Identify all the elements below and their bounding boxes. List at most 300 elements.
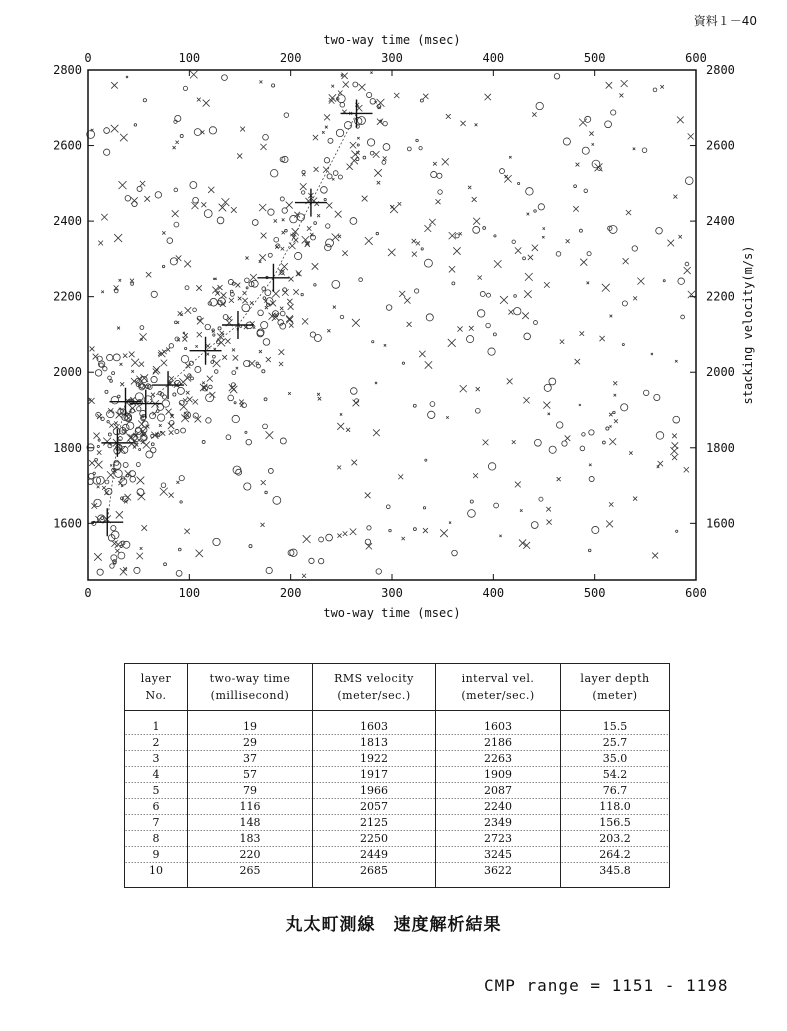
semblance-cross	[460, 121, 465, 126]
semblance-circle	[282, 208, 287, 213]
semblance-cross	[499, 535, 501, 537]
cell-two-way-time: 183	[188, 831, 313, 847]
semblance-cross	[190, 71, 198, 79]
semblance-circle	[179, 476, 184, 481]
semblance-circle	[252, 220, 258, 226]
semblance-cross	[544, 282, 550, 288]
semblance-cross	[543, 227, 545, 229]
semblance-circle	[180, 501, 182, 503]
semblance-circle	[477, 310, 484, 317]
semblance-circle	[120, 545, 122, 547]
semblance-cross	[137, 439, 140, 442]
cell-two-way-time: 148	[188, 815, 313, 831]
semblance-circle	[414, 289, 418, 293]
semblance-circle	[314, 334, 321, 341]
semblance-circle	[353, 82, 358, 87]
semblance-cross	[286, 202, 293, 209]
semblance-cross	[90, 346, 95, 351]
x-tick-label-top: 0	[84, 51, 92, 65]
cell-layer-depth: 76.7	[561, 783, 670, 799]
semblance-cross	[169, 430, 174, 435]
semblance-cross	[184, 333, 188, 337]
x-axis-label-bottom: two-way time (msec)	[323, 606, 461, 620]
semblance-cross	[89, 460, 95, 466]
semblance-cross	[208, 187, 214, 193]
semblance-circle	[518, 182, 520, 184]
table-row	[125, 735, 670, 751]
semblance-circle	[592, 526, 599, 533]
semblance-cross	[280, 307, 283, 310]
semblance-circle	[263, 297, 266, 300]
semblance-circle	[383, 121, 387, 125]
semblance-cross	[446, 416, 449, 419]
table-row	[125, 863, 670, 888]
semblance-circle	[226, 435, 231, 440]
semblance-circle	[150, 447, 156, 453]
semblance-cross	[515, 247, 521, 253]
y-tick-label-left: 2800	[53, 63, 82, 77]
semblance-cross	[317, 393, 320, 396]
semblance-cross	[129, 352, 135, 358]
semblance-circle	[382, 160, 386, 164]
semblance-cross	[494, 260, 502, 268]
semblance-cross	[388, 249, 395, 256]
semblance-cross	[609, 425, 611, 427]
semblance-cross	[335, 211, 342, 218]
semblance-circle	[217, 217, 224, 224]
semblance-cross	[274, 219, 277, 222]
cell-layer: 6	[125, 799, 188, 815]
semblance-circle	[556, 252, 561, 257]
semblance-cross	[362, 196, 368, 202]
semblance-circle	[332, 280, 340, 288]
semblance-cross	[399, 291, 405, 297]
semblance-cross	[107, 471, 115, 479]
semblance-cross	[600, 336, 605, 341]
semblance-circle	[526, 188, 534, 196]
y-tick-label-left: 1800	[53, 440, 82, 455]
semblance-circle	[272, 84, 275, 87]
semblance-circle	[175, 321, 178, 324]
result-title: 丸太町測線 速度解析結果	[285, 915, 502, 935]
semblance-circle	[111, 526, 116, 531]
semblance-circle	[318, 558, 323, 563]
semblance-circle	[114, 289, 118, 293]
semblance-circle	[127, 422, 134, 429]
semblance-cross	[623, 258, 629, 264]
semblance-circle	[426, 314, 433, 321]
semblance-circle	[191, 377, 194, 380]
y-tick-label-right: 1600	[706, 516, 735, 531]
plot-frame	[88, 70, 696, 580]
semblance-cross	[423, 94, 428, 99]
semblance-cross	[684, 467, 689, 472]
semblance-cross	[667, 240, 674, 247]
semblance-cross	[383, 156, 387, 160]
semblance-cross	[168, 423, 174, 429]
semblance-circle	[656, 227, 663, 234]
semblance-circle	[514, 295, 517, 298]
semblance-cross	[195, 345, 197, 347]
semblance-circle	[209, 385, 213, 389]
semblance-circle	[265, 491, 268, 494]
semblance-circle	[177, 387, 184, 394]
semblance-cross	[332, 178, 334, 180]
semblance-circle	[314, 222, 317, 225]
semblance-circle	[130, 476, 136, 482]
velocity-function-line	[107, 113, 356, 522]
semblance-circle	[103, 367, 107, 371]
semblance-circle	[223, 314, 228, 319]
semblance-circle	[562, 441, 567, 446]
semblance-cross	[402, 537, 405, 540]
semblance-cross	[282, 231, 285, 234]
semblance-cross	[193, 399, 198, 404]
semblance-circle	[158, 414, 165, 421]
cell-interval-velocity: 2240	[436, 799, 561, 815]
semblance-circle	[486, 323, 491, 328]
semblance-circle	[185, 347, 187, 349]
semblance-circle	[602, 441, 605, 444]
semblance-circle	[258, 310, 264, 316]
semblance-circle	[146, 451, 153, 458]
cell-layer: 9	[125, 847, 188, 863]
semblance-cross	[566, 239, 570, 243]
table-row	[125, 751, 670, 767]
semblance-circle	[167, 238, 173, 244]
semblance-cross	[346, 428, 350, 432]
semblance-circle	[95, 370, 102, 377]
semblance-circle	[162, 400, 169, 407]
semblance-cross	[543, 402, 550, 409]
semblance-circle	[151, 291, 157, 297]
table-row	[125, 815, 670, 831]
semblance-cross	[120, 363, 123, 366]
semblance-cross	[592, 143, 594, 145]
semblance-cross	[331, 85, 334, 88]
semblance-cross	[266, 431, 274, 439]
semblance-cross	[186, 391, 190, 395]
semblance-circle	[430, 402, 435, 407]
semblance-circle	[328, 138, 333, 143]
semblance-cross	[101, 214, 107, 220]
semblance-cross	[323, 167, 329, 173]
semblance-cross	[394, 93, 399, 98]
cell-interval-velocity: 1603	[436, 711, 561, 736]
semblance-circle	[301, 191, 304, 194]
semblance-cross	[259, 254, 266, 261]
semblance-cross	[313, 135, 318, 140]
semblance-cross	[412, 239, 416, 243]
semblance-cross	[442, 158, 449, 165]
semblance-circle	[582, 147, 589, 154]
semblance-circle	[419, 146, 422, 149]
semblance-cross	[197, 332, 202, 337]
table-row	[125, 799, 670, 815]
semblance-cross	[679, 235, 682, 238]
semblance-cross	[341, 74, 343, 76]
semblance-circle	[213, 538, 220, 545]
semblance-cross	[340, 413, 342, 415]
semblance-cross	[377, 181, 381, 185]
semblance-circle	[363, 156, 366, 159]
semblance-cross	[183, 398, 187, 402]
semblance-cross	[350, 142, 356, 148]
semblance-cross	[672, 455, 677, 460]
semblance-cross	[260, 144, 266, 150]
semblance-cross	[232, 348, 235, 351]
semblance-circle	[500, 169, 505, 174]
semblance-cross	[557, 477, 561, 481]
semblance-cross	[114, 234, 122, 242]
semblance-cross	[525, 273, 533, 281]
semblance-cross	[120, 382, 124, 386]
semblance-cross	[281, 247, 284, 250]
semblance-cross	[103, 438, 111, 446]
semblance-circle	[621, 404, 628, 411]
semblance-circle	[274, 237, 279, 242]
cell-rms-velocity: 1813	[313, 735, 436, 751]
semblance-cross	[307, 226, 311, 230]
semblance-cross	[222, 355, 227, 360]
semblance-cross	[119, 181, 127, 189]
semblance-cross	[677, 116, 684, 123]
semblance-cross	[159, 424, 162, 427]
picked-velocity-cross	[109, 388, 141, 416]
semblance-cross	[658, 461, 663, 466]
cell-layer-depth: 203.2	[561, 831, 670, 847]
cell-layer: 2	[125, 735, 188, 751]
semblance-cross	[185, 307, 192, 314]
semblance-cross	[337, 423, 344, 430]
semblance-circle	[488, 463, 495, 470]
semblance-cross	[619, 93, 623, 97]
cell-rms-velocity: 1966	[313, 783, 436, 799]
semblance-cross	[327, 329, 330, 332]
semblance-cross	[196, 285, 201, 290]
semblance-circle	[376, 232, 378, 234]
semblance-cross	[259, 350, 262, 353]
semblance-circle	[376, 569, 381, 574]
semblance-circle	[115, 470, 123, 478]
semblance-cross	[240, 127, 245, 132]
semblance-cross	[523, 397, 529, 403]
semblance-cross	[475, 123, 478, 126]
semblance-cross	[118, 481, 122, 485]
cell-rms-velocity: 2250	[313, 831, 436, 847]
cell-interval-velocity: 2087	[436, 783, 561, 799]
semblance-circle	[193, 197, 199, 203]
semblance-cross	[282, 218, 285, 221]
table-header-row	[125, 664, 670, 711]
x-tick-label-bottom: 300	[381, 586, 403, 600]
semblance-cross	[305, 242, 310, 247]
y-tick-label-left: 2000	[53, 365, 82, 380]
semblance-cross	[184, 529, 189, 534]
semblance-cross	[97, 450, 101, 454]
semblance-cross	[259, 80, 262, 83]
cell-interval-velocity: 3245	[436, 847, 561, 863]
x-tick-label-top: 400	[482, 51, 505, 65]
semblance-circle	[174, 222, 179, 227]
semblance-cross	[651, 353, 653, 355]
semblance-circle	[592, 160, 600, 168]
semblance-cross	[343, 81, 349, 87]
semblance-cross	[384, 344, 386, 346]
semblance-circle	[214, 370, 218, 374]
semblance-circle	[270, 170, 277, 177]
semblance-circle	[372, 341, 374, 343]
semblance-circle	[654, 394, 660, 400]
semblance-cross	[166, 409, 172, 415]
semblance-cross	[629, 451, 632, 454]
semblance-cross	[446, 114, 451, 119]
semblance-circle	[164, 563, 167, 566]
semblance-circle	[185, 286, 189, 290]
semblance-circle	[632, 246, 637, 251]
semblance-cross	[373, 429, 380, 436]
semblance-circle	[533, 321, 537, 325]
semblance-cross	[527, 213, 530, 216]
semblance-cross	[610, 315, 613, 318]
cell-layer: 8	[125, 831, 188, 847]
semblance-circle	[452, 550, 458, 556]
semblance-circle	[327, 174, 332, 179]
cell-layer: 1	[125, 711, 188, 736]
semblance-circle	[622, 343, 624, 345]
semblance-circle	[642, 148, 647, 153]
semblance-circle	[337, 95, 345, 103]
y-tick-label-left: 1600	[53, 516, 82, 531]
semblance-cross	[419, 351, 425, 357]
semblance-cross	[672, 442, 679, 449]
semblance-circle	[425, 459, 427, 461]
semblance-circle	[181, 355, 188, 362]
semblance-circle	[325, 244, 332, 251]
semblance-circle	[539, 497, 543, 501]
semblance-circle	[326, 224, 330, 228]
semblance-cross	[279, 362, 283, 366]
semblance-cross	[169, 376, 174, 381]
header-layer-depth: layer depth (meter)	[561, 664, 670, 711]
y-tick-label-left: 2200	[53, 289, 82, 304]
semblance-cross	[120, 568, 127, 575]
semblance-cross	[580, 331, 585, 336]
semblance-cross	[172, 210, 179, 217]
semblance-cross	[478, 276, 482, 280]
semblance-circle	[228, 395, 234, 401]
semblance-circle	[170, 258, 177, 265]
semblance-circle	[125, 196, 131, 202]
semblance-circle	[340, 102, 345, 107]
semblance-cross	[261, 233, 267, 239]
semblance-cross	[94, 553, 102, 561]
semblance-circle	[470, 500, 473, 503]
semblance-cross	[197, 318, 204, 325]
semblance-cross	[102, 486, 106, 490]
semblance-circle	[245, 431, 247, 433]
semblance-cross	[131, 197, 138, 204]
semblance-cross	[633, 497, 637, 501]
semblance-cross	[485, 94, 491, 100]
semblance-cross	[688, 133, 694, 139]
semblance-circle	[340, 315, 344, 319]
semblance-cross	[123, 353, 127, 357]
semblance-cross	[614, 419, 618, 423]
semblance-circle	[574, 185, 577, 188]
cell-layer-depth: 25.7	[561, 735, 670, 751]
semblance-cross	[144, 196, 150, 202]
semblance-circle	[416, 139, 418, 141]
semblance-circle	[324, 198, 326, 200]
semblance-cross	[176, 255, 182, 261]
semblance-cross	[453, 247, 460, 254]
semblance-cross	[602, 284, 610, 292]
x-tick-label-bottom: 400	[482, 586, 505, 600]
semblance-circle	[263, 339, 270, 346]
semblance-circle	[290, 215, 297, 222]
semblance-cross	[131, 370, 134, 373]
semblance-circle	[580, 446, 585, 451]
semblance-circle	[534, 439, 541, 446]
semblance-circle	[266, 567, 272, 573]
semblance-cross	[242, 298, 247, 303]
semblance-cross	[161, 360, 167, 366]
semblance-circle	[140, 326, 144, 330]
semblance-circle	[421, 248, 423, 250]
semblance-circle	[143, 99, 146, 102]
header-rms-velocity: RMS velocity (meter/sec.)	[313, 664, 436, 711]
semblance-circle	[234, 402, 236, 404]
semblance-circle	[319, 537, 324, 542]
semblance-circle	[582, 433, 585, 436]
semblance-cross	[146, 272, 151, 277]
semblance-cross	[93, 433, 99, 439]
semblance-circle	[156, 410, 159, 413]
semblance-circle	[268, 209, 274, 215]
semblance-circle	[137, 489, 144, 496]
semblance-circle	[162, 265, 164, 267]
semblance-cross	[162, 350, 167, 355]
semblance-cross	[546, 507, 551, 512]
semblance-circle	[264, 398, 267, 401]
semblance-circle	[437, 173, 442, 178]
semblance-cross	[436, 199, 441, 204]
semblance-circle	[589, 430, 594, 435]
cell-rms-velocity: 2125	[313, 815, 436, 831]
cell-layer: 4	[125, 767, 188, 783]
semblance-circle	[438, 190, 443, 195]
table-row	[125, 831, 670, 847]
picked-velocity-cross	[101, 429, 133, 457]
y-tick-label-right: 2000	[706, 365, 735, 380]
semblance-circle	[131, 283, 134, 286]
semblance-cross	[98, 241, 103, 246]
semblance-circle	[280, 311, 285, 316]
semblance-cross	[358, 84, 365, 91]
semblance-circle	[136, 463, 140, 467]
semblance-circle	[204, 210, 212, 218]
semblance-circle	[333, 171, 338, 176]
semblance-circle	[588, 549, 591, 552]
cell-interval-velocity: 3622	[436, 863, 561, 888]
semblance-cross	[120, 134, 128, 142]
semblance-cross	[184, 260, 191, 267]
semblance-cross	[652, 553, 658, 559]
x-tick-label-bottom: 200	[279, 586, 302, 600]
semblance-cross	[115, 549, 119, 553]
semblance-cross	[117, 327, 120, 330]
